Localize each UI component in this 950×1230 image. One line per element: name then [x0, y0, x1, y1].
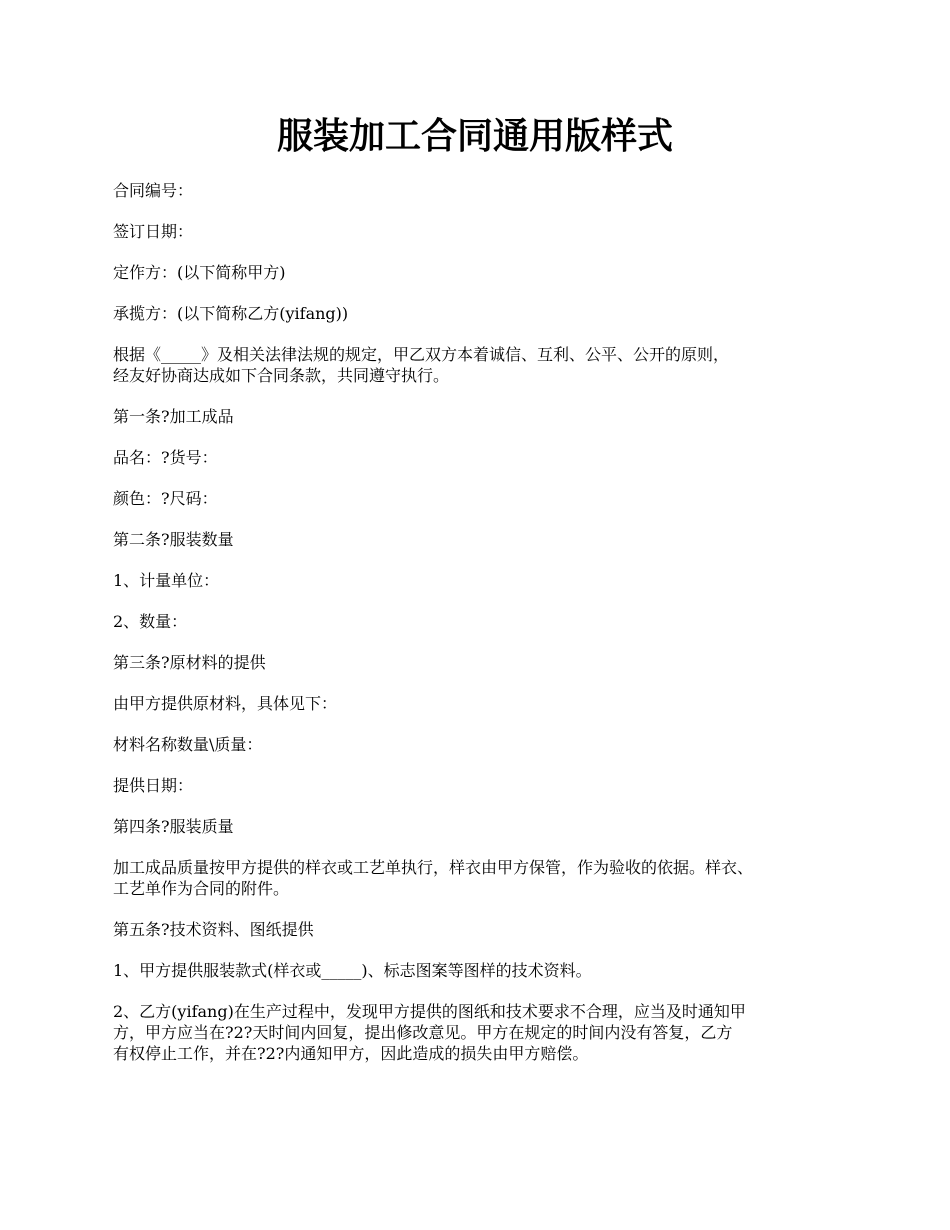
paragraph-line: 第五条?技术资料、图纸提供: [113, 920, 314, 939]
paragraph: [113, 734, 873, 755]
paragraph-line: 1、计量单位：: [113, 571, 220, 590]
paragraph-line: 由甲方提供原材料，具体见下：: [113, 694, 338, 713]
paragraph-line: 根据《_____》及相关法律法规的规定，甲乙双方本着诚信、互利、公平、公开的原则，: [113, 345, 730, 364]
paragraph: [113, 652, 873, 673]
paragraph: [113, 529, 873, 550]
paragraph-line: 第一条?加工成品: [113, 407, 234, 426]
paragraph-line: 第四条?服装质量: [113, 817, 234, 836]
paragraph-line: 材料名称数量\质量：: [113, 735, 263, 754]
paragraph-line: 承揽方：(以下简称乙方(yifang)): [113, 304, 349, 323]
paragraph-line: 签订日期：: [113, 222, 194, 241]
paragraph: [113, 693, 873, 714]
paragraph: [113, 303, 873, 324]
paragraph: [113, 488, 873, 509]
paragraph-line: 定作方：(以下简称甲方): [113, 263, 286, 282]
paragraph-line: 工艺单作为合同的附件。: [113, 879, 290, 898]
paragraph: [113, 221, 873, 242]
paragraph-line: 品名：?货号：: [113, 448, 218, 467]
paragraph-line: 加工成品质量按甲方提供的样衣或工艺单执行，样衣由甲方保管，作为验收的依据。样衣、: [113, 858, 754, 877]
paragraph-line: 合同编号：: [113, 181, 194, 200]
document-body: [113, 180, 873, 1084]
paragraph-line: 第三条?原材料的提供: [113, 653, 266, 672]
paragraph-line: 第二条?服装数量: [113, 530, 234, 549]
paragraph: [113, 816, 873, 837]
paragraph-line: 有权停止工作，并在?2?内通知甲方，因此造成的损失由甲方赔偿。: [113, 1044, 589, 1063]
paragraph: [113, 262, 873, 283]
paragraph: [113, 570, 873, 591]
paragraph: [113, 611, 873, 632]
paragraph: [113, 775, 873, 796]
paragraph: [113, 857, 873, 899]
paragraph: [113, 1001, 873, 1064]
document-title: 服装加工合同通用版样式: [276, 115, 673, 157]
paragraph-line: 提供日期：: [113, 776, 194, 795]
paragraph-line: 2、数量：: [113, 612, 188, 631]
paragraph: [113, 447, 873, 468]
paragraph: [113, 919, 873, 940]
paragraph-line: 2、乙方(yifang)在生产过程中，发现甲方提供的图纸和技术要求不合理，应当及时通知甲: [113, 1002, 746, 1021]
paragraph: [113, 180, 873, 201]
paragraph-line: 经友好协商达成如下合同条款，共同遵守执行。: [113, 366, 450, 385]
paragraph: [113, 344, 873, 386]
paragraph-line: 颜色：?尺码：: [113, 489, 218, 508]
paragraph: [113, 406, 873, 427]
paragraph: [113, 960, 873, 981]
paragraph-line: 1、甲方提供服装款式(样衣或_____)、标志图案等图样的技术资料。: [113, 961, 592, 980]
paragraph-line: 方，甲方应当在?2?天时间内回复，提出修改意见。甲方在规定的时间内没有答复，乙方: [113, 1023, 733, 1042]
